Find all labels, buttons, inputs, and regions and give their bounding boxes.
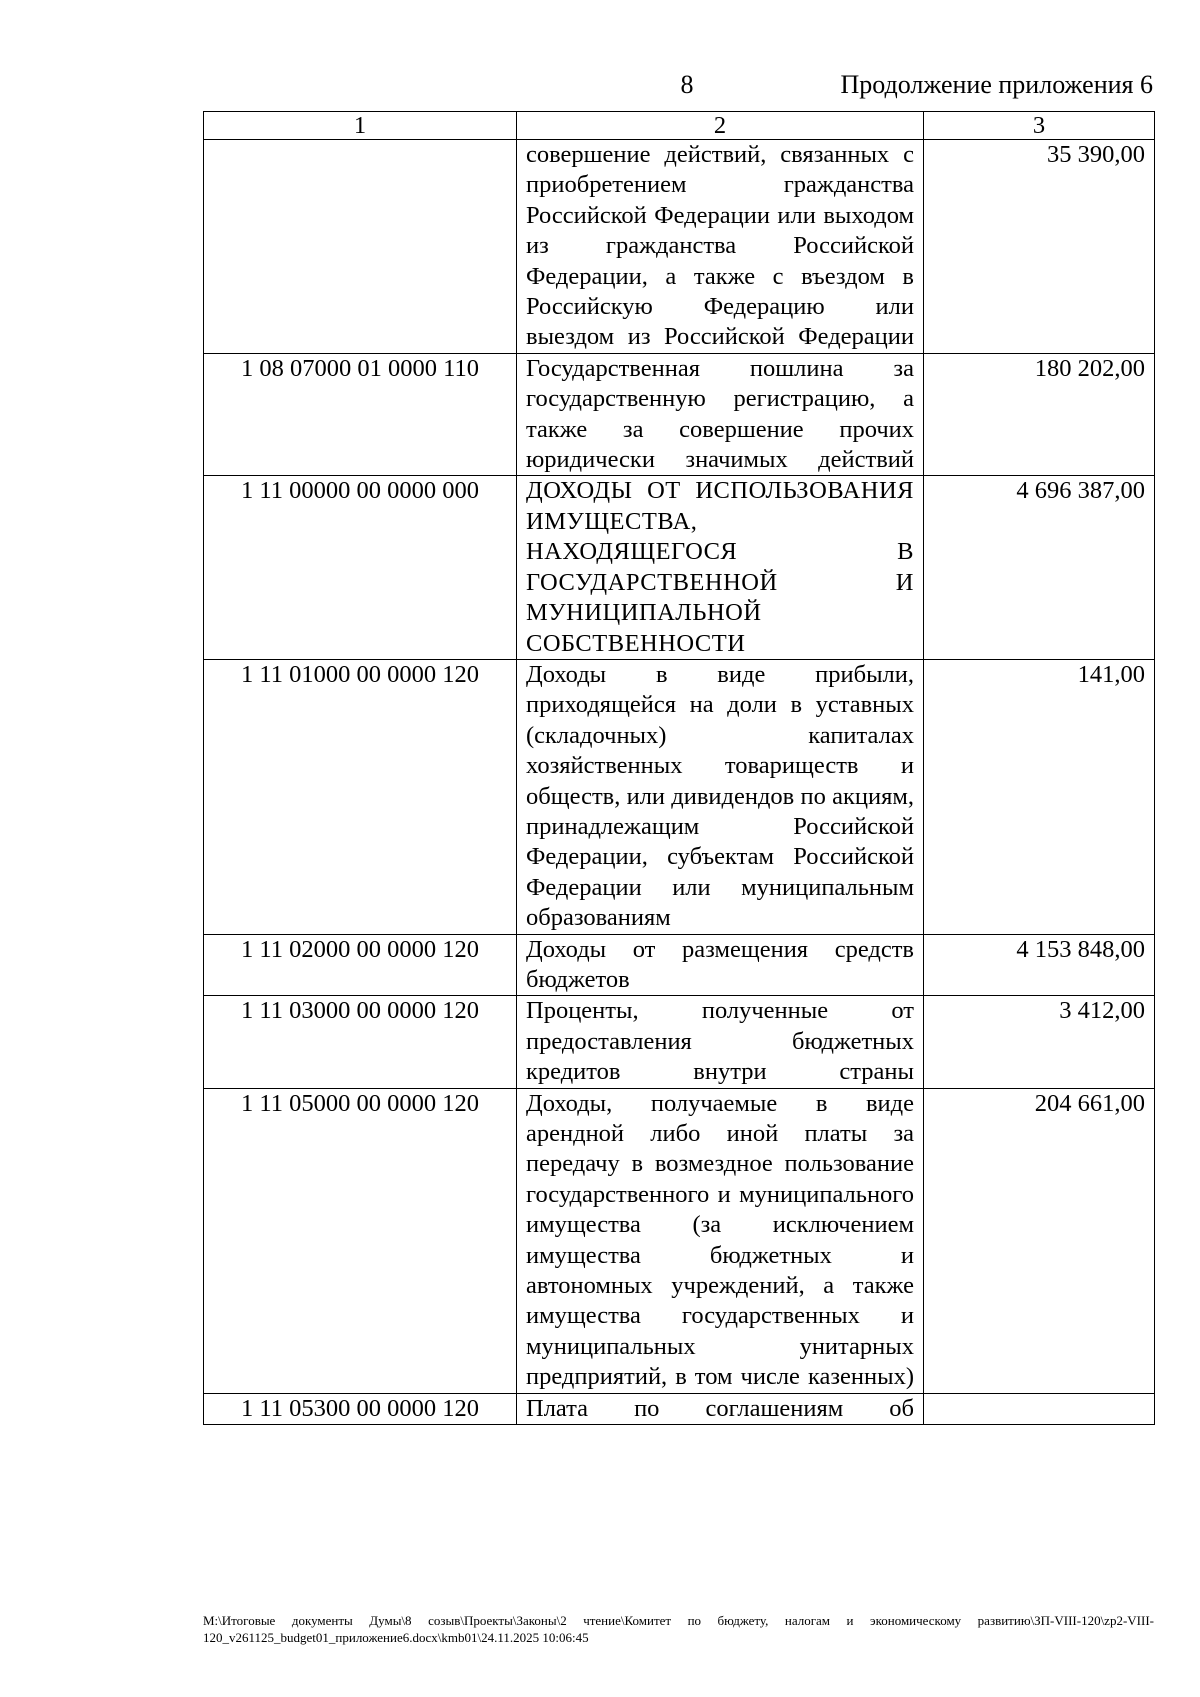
file-path-footer: M:\Итоговые документы Думы\8 созыв\Проекты\Законы\2 чтение\Комитет по бюджету, налогам и экономическому развитию\ЗП-VIII-120\zp2-VIII-120_v261125_budget01_приложение6.docx\kmb01\24.11.2025 10:06:45 <box>203 1613 1154 1645</box>
row-amount: 180 202,00 <box>924 353 1155 476</box>
row-name: Проценты, полученные от предоставления бюджетных кредитов внутри страны <box>517 996 924 1088</box>
row-name: Государственная пошлина за государственную регистрацию, а также за совершение прочих юридически значимых действий <box>517 353 924 476</box>
row-code: 1 11 05000 00 0000 120 <box>204 1088 517 1393</box>
table-row <box>204 353 1155 476</box>
column-header-1: 1 <box>204 112 517 140</box>
page-number: 8 <box>680 70 694 99</box>
row-code: 1 08 07000 01 0000 110 <box>204 353 517 476</box>
row-name: Плата по соглашениям об <box>517 1393 924 1424</box>
row-name: совершение действий, связанных с приобретением гражданства Российской Федерации или выходом из гражданства Российской Федерации, а также с въездом в Российскую Федерацию или выездом из Российской Федерации <box>517 140 924 354</box>
row-amount: 3 412,00 <box>924 996 1155 1088</box>
column-header-2: 2 <box>517 112 924 140</box>
table-row <box>204 659 1155 934</box>
column-header-3: 3 <box>924 112 1155 140</box>
table-row <box>204 934 1155 996</box>
table-header-row <box>204 112 1155 140</box>
row-amount: 35 390,00 <box>924 140 1155 354</box>
row-amount: 4 696 387,00 <box>924 476 1155 659</box>
table-row <box>204 1088 1155 1393</box>
continuation-heading: Продолжение приложения 6 <box>840 70 1153 99</box>
row-code: 1 11 02000 00 0000 120 <box>204 934 517 996</box>
row-amount <box>924 1393 1155 1424</box>
table-row <box>204 996 1155 1088</box>
row-code: 1 11 03000 00 0000 120 <box>204 996 517 1088</box>
row-amount: 4 153 848,00 <box>924 934 1155 996</box>
budget-table <box>203 111 1155 1425</box>
table-row <box>204 1393 1155 1424</box>
row-name: Доходы от размещения средств бюджетов <box>517 934 924 996</box>
row-code: 1 11 01000 00 0000 120 <box>204 659 517 934</box>
row-code: 1 11 00000 00 0000 000 <box>204 476 517 659</box>
row-name: Доходы, получаемые в виде арендной либо иной платы за передачу в возмездное пользование государственного и муниципального имущества (за исключением имущества бюджетных и автономных учреждений, а также имущества государственных и муниципальных унитарных предприятий, в том числе казенных) <box>517 1088 924 1393</box>
row-name: ДОХОДЫ ОТ ИСПОЛЬЗОВАНИЯ ИМУЩЕСТВА, НАХОДЯЩЕГОСЯ В ГОСУДАРСТВЕННОЙ И МУНИЦИПАЛЬНОЙ СОБСТВЕННОСТИ <box>517 476 924 659</box>
row-name: Доходы в виде прибыли, приходящейся на доли в уставных (складочных) капиталах хозяйственных товариществ и обществ, или дивидендов по акциям, принадлежащим Российской Федерации, субъектам Российской Федерации или муниципальным образованиям <box>517 659 924 934</box>
row-amount: 204 661,00 <box>924 1088 1155 1393</box>
row-amount: 141,00 <box>924 659 1155 934</box>
row-code: 1 11 05300 00 0000 120 <box>204 1393 517 1424</box>
row-code <box>204 140 517 354</box>
table-row <box>204 476 1155 659</box>
table-row <box>204 140 1155 354</box>
